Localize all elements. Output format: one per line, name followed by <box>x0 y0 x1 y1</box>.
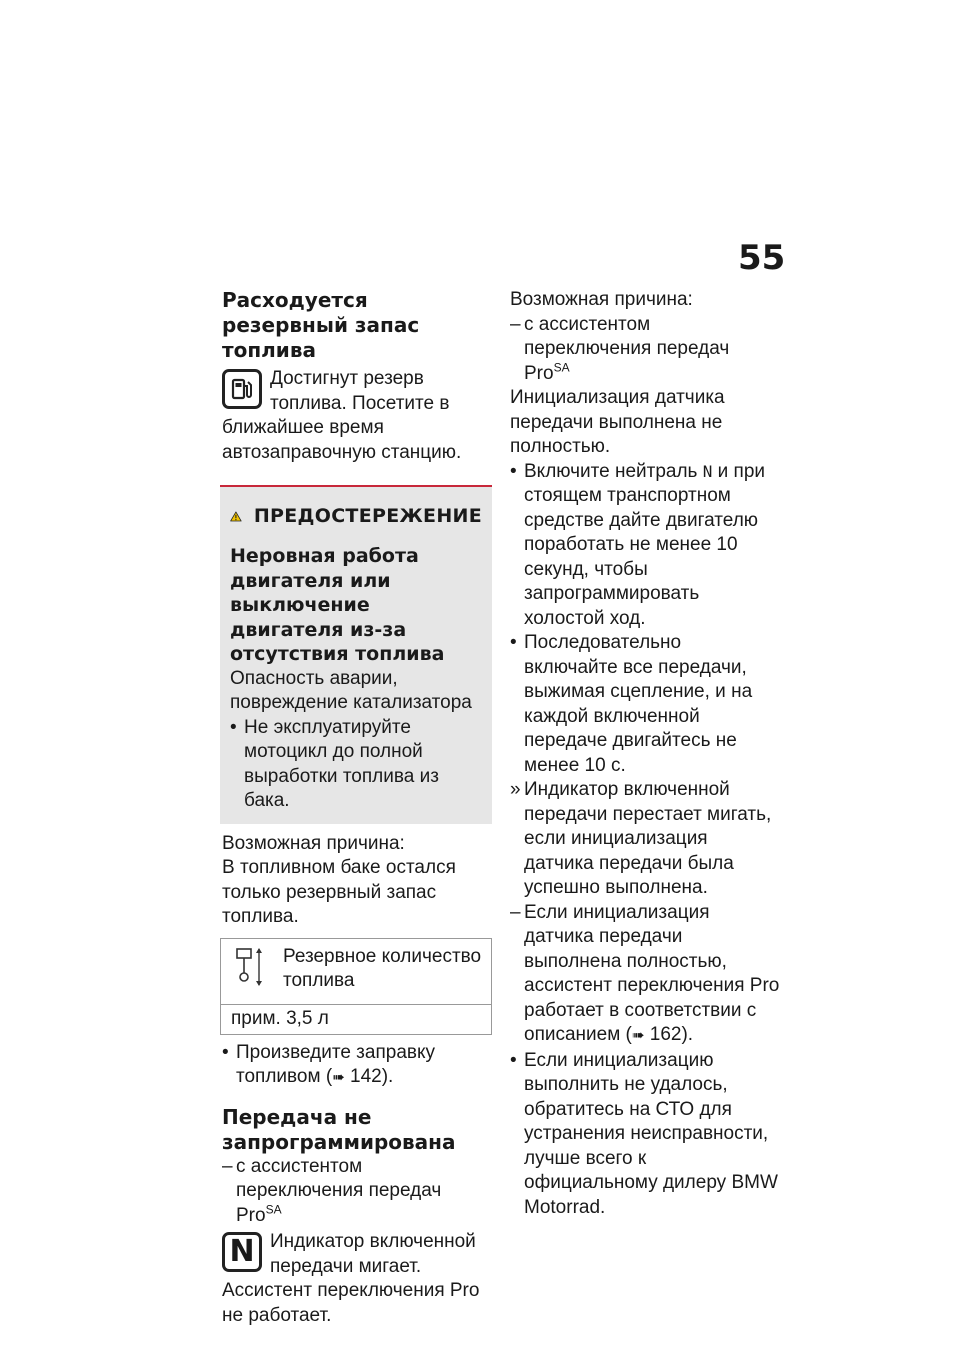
warning-triangle-icon <box>230 503 242 530</box>
warning-header <box>230 503 482 530</box>
bullet-marker: • <box>510 632 517 653</box>
warning-text: Опасность аварии, повреждение катализатора <box>230 667 472 713</box>
condition-page-ref[interactable]: 162 <box>649 1024 682 1045</box>
fuel-level-icon <box>233 945 267 999</box>
refuel-bullet <box>222 1041 492 1091</box>
step-bullet-neutral <box>510 460 780 632</box>
dash-marker: – <box>222 1155 233 1177</box>
warning-bullet-text: Не эксплуатируйте мотоцикл до полной выработки топлива из бака. <box>244 716 439 811</box>
warning-title: Неровная работа двигателя или выключение двигателя из-за отсутствия топлива <box>230 545 445 665</box>
condition-sup-right: SA <box>553 360 570 375</box>
warning-bullet <box>230 716 482 814</box>
gear-description <box>222 1230 492 1328</box>
neutral-symbol: N <box>702 461 713 481</box>
table-row <box>221 939 491 1006</box>
gear-neutral-icon <box>222 1232 262 1272</box>
cause-label: Возможная причина: <box>222 832 405 854</box>
gear-text: Индикатор включенной передачи мигает. Ассистент переключения Pro не работает. <box>222 1231 480 1326</box>
left-column <box>222 288 492 1328</box>
step-neutral-text-a: Включите нейтраль <box>524 460 703 482</box>
condition-complete-text: Если инициализация датчика передачи выполнена полностью, ассистент переключения Pro работает в соответствии с описанием ( <box>524 901 780 1045</box>
fuel-pump-icon <box>222 369 262 409</box>
section-title-fuel-reserve: Расходуется резервный запас топлива <box>222 288 420 362</box>
result-item <box>510 778 780 901</box>
fuel-reserve-table <box>220 938 492 1035</box>
refuel-page-ref[interactable]: 142 <box>350 1066 382 1087</box>
condition-line-right <box>510 313 780 387</box>
condition-sup: SA <box>265 1202 282 1217</box>
refuel-end: ). <box>381 1066 394 1087</box>
condition-text: с ассистентом переключения передач Pro <box>236 1155 442 1226</box>
table-label: Резервное количество топлива <box>283 945 482 991</box>
gear-icon-letter: N <box>229 1234 255 1269</box>
condition-text-right: с ассистентом переключения передач Pro <box>524 313 730 384</box>
condition-line <box>222 1155 492 1229</box>
bullet-marker: • <box>510 460 517 482</box>
right-column <box>510 288 780 1220</box>
step-neutral-text-b: и при стоящем транспортном средстве дайте двигателю поработать не менее 10 секунд, чтобы запрограммировать холостой ход. <box>524 460 766 629</box>
condition-complete-item <box>510 901 780 1049</box>
init-incomplete-text: Инициализация датчика передачи выполнена не полностью. <box>510 387 725 457</box>
result-marker: » <box>510 779 521 800</box>
bullet-marker: • <box>510 1049 517 1071</box>
condition-end: ). <box>681 1024 694 1045</box>
section-title-gear-not-programmed: Передача не запрограммирована <box>222 1104 456 1154</box>
fuel-reserve-text: Достигнут резерв топлива. Посетите в ближайшее время автозаправочную станцию. <box>222 368 462 463</box>
bullet-marker: • <box>222 1041 229 1063</box>
cause-text: В топливном баке остался только резервный запас топлива. <box>222 857 456 927</box>
dash-marker: – <box>510 313 521 335</box>
refuel-text: Произведите заправку топливом ( <box>236 1041 435 1087</box>
page-reference-arrow-icon: ➠ <box>631 1027 645 1044</box>
dealer-text: Если инициализацию выполнить не удалось, обратитесь на СТО для устранения неисправности, лучше всего к официальному дилеру BMW Motorrad. <box>524 1049 778 1218</box>
dash-marker: – <box>510 901 521 923</box>
page-reference-arrow-icon: ➠ <box>332 1069 345 1086</box>
fuel-reserve-description <box>222 367 492 465</box>
step-bullet-dealer <box>510 1049 780 1221</box>
page-number: 55 <box>738 238 786 278</box>
step-bullet-gears <box>510 631 780 778</box>
table-value: прим. 3,5 л <box>231 1008 329 1029</box>
bullet-marker: • <box>230 716 237 738</box>
warning-box <box>220 485 492 824</box>
cause-label-right: Возможная причина: <box>510 289 693 310</box>
result-text: Индикатор включенной передачи перестает мигать, если инициализация датчика передачи была успешно выполнена. <box>524 779 772 898</box>
warning-label: ПРЕДОСТЕРЕЖЕНИЕ <box>253 505 482 528</box>
step-gears-text: Последовательно включайте все передачи, выжимая сцепление, и на каждой включенной передаче двигайтесь не менее 10 с. <box>524 632 753 776</box>
